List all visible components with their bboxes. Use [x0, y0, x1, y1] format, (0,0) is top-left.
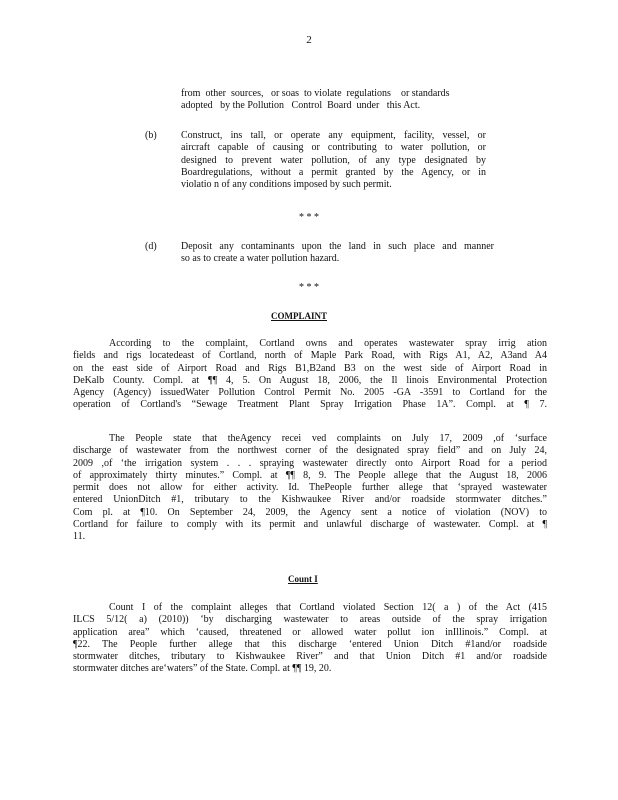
paragraph-line: Count I of the complaint alleges that Cortland violated Section 12( a ) of the Act (415	[109, 602, 547, 613]
paragraph-line: discharge of wastewater from the northwest corner of the designated spray field” and on July 24,	[73, 445, 547, 457]
item-b-line: designed to prevent water pollution, of any type designated by	[181, 154, 486, 166]
item-b-text	[181, 130, 486, 191]
item-b-line: Construct, ins tall, or operate any equipment, facility, vessel, or	[181, 130, 486, 141]
paragraph-line: fields and rigs locatedeast of Cortland, north of Maple Park Road, with Rigs A1, A2, A3and A4	[73, 350, 547, 362]
paragraph-line: 2009 ,of ‘the irrigation system . . . spraying wastewater directly onto Airport Road for a period	[73, 457, 547, 469]
item-b-label: (b)	[145, 130, 157, 141]
paragraph-line: operation of Cortland's “Sewage Treatment Plant Spray Irrigation Phase 1A”. Compl. at ¶ 7.	[73, 399, 547, 411]
item-d-line: Deposit any contaminants upon the land in such place and manner	[181, 241, 494, 252]
paragraph-line: stormwater ditches are‘waters” of the State. Compl. at ¶¶ 19, 20.	[73, 663, 332, 675]
paragraph-line: Com pl. at ¶10. On September 24, 2009, the Agency sent a notice of violation (NOV) to	[73, 506, 547, 518]
paragraph-line: ¶22. The People further allege that this discharge ‘entered Union Ditch #1and/or roadside	[73, 638, 547, 650]
item-d-label: (d)	[145, 241, 157, 252]
complaint-heading: COMPLAINT	[271, 311, 327, 321]
paragraph-line: of approximately thirty minutes.” Compl. at ¶¶ 8, 9. The People allege that the August 18, 2006	[73, 469, 547, 481]
paragraph-line: Agency (Agency) issuedWater Pollution Control Permit No. 2005 -GA -3591 to Cortland for the	[73, 387, 547, 399]
item-d-text	[181, 241, 494, 266]
section-separator: * * *	[299, 212, 319, 223]
paragraph-line: According to the complaint, Cortland owns and operates wastewater spray irrig ation	[109, 338, 547, 349]
paragraph-line: DeKalb County. Compl. at ¶¶ 4, 5. On August 18, 2006, the Il linois Environmental Protection	[73, 374, 547, 386]
paragraph-line: stormwater ditches, tributary to Kishwaukee River” and that Union Ditch #1 and/or roadside	[73, 651, 547, 663]
paragraph-line: Cortland for failure to comply with its permit and unlawful discharge of wastewater. Compl. at ¶	[73, 519, 547, 531]
page-number: 2	[306, 34, 312, 46]
paragraph-line: ILCS 5/12( a) (2010)) ‘by discharging wastewater to areas outside of the spray irrigation	[73, 614, 547, 626]
section-separator: * * *	[299, 282, 319, 293]
complaint-paragraph-1	[73, 338, 547, 412]
paragraph-line: permit does not allow for either activity. Id. ThePeople further allege that ‘sprayed wastewater	[73, 482, 547, 494]
paragraph-line: entered UnionDitch #1, tributary to the Kishwaukee River and/or roadside stormwater ditches.”	[73, 494, 547, 506]
item-b-line: Boardregulations, without a permit granted by the Agency, or in	[181, 166, 486, 178]
item-d-line: so as to create a water pollution hazard.	[181, 253, 340, 265]
count-heading: Count I	[288, 574, 318, 584]
item-b-line: aircraft capable of causing or contributing to water pollution, or	[181, 142, 486, 154]
statute-line: adopted by the Pollution Control Board under this Act.	[181, 100, 421, 111]
paragraph-line: The People state that theAgency recei ved complaints on July 17, 2009 ,of ‘surface	[109, 433, 547, 444]
statute-line: from other sources, or soas to violate regulations or standards	[181, 88, 450, 99]
paragraph-line: application area” which ‘caused, threatened or allowed water pollut ion inIllinois.” Compl. at	[73, 626, 547, 638]
paragraph-line: 11.	[73, 531, 86, 543]
complaint-paragraph-2	[73, 433, 547, 544]
item-b-line: violatio n of any conditions imposed by such permit.	[181, 179, 392, 191]
count-paragraph	[73, 602, 547, 676]
paragraph-line: on the east side of Airport Road and Rigs B1,B2and B3 on the west side of Airport Road in	[73, 362, 547, 374]
statute-continuation	[181, 88, 471, 112]
